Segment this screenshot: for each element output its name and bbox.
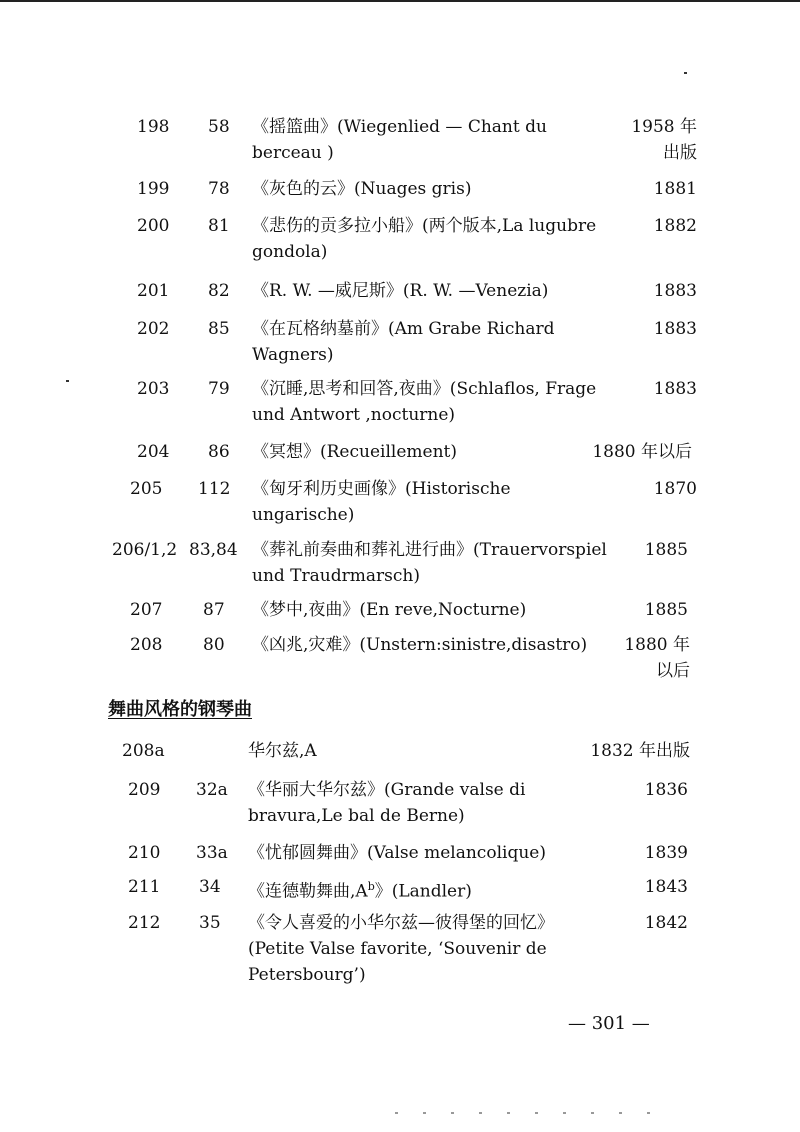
- work-year: 1870: [653, 479, 697, 499]
- work-title: 《华丽大华尔兹》(Grande valse di bravura,Le bal de Berne): [248, 780, 526, 826]
- scan-bottom-marks: [395, 1112, 675, 1114]
- work-title: 《沉睡,思考和回答,夜曲》(Schlaflos, Frage und Antwort ,nocturne): [252, 379, 597, 425]
- work-title: 《在瓦格纳墓前》(Am Grabe Richard Wagners): [252, 319, 555, 365]
- work-year: 1885: [644, 600, 688, 620]
- page-top-rule: [0, 0, 800, 2]
- reference-number: 82: [208, 281, 230, 301]
- work-year: 1885: [644, 540, 688, 560]
- work-title: 《令人喜爱的小华尔兹—彼得堡的回忆》(Petite Valse favorite, ‘Souvenir de Petersbourg’): [248, 913, 554, 985]
- work-title: 《R. W. —威尼斯》(R. W. —Venezia): [252, 281, 549, 301]
- reference-number: 86: [208, 442, 230, 462]
- reference-number: 87: [203, 600, 225, 620]
- catalog-number: 205: [130, 479, 163, 499]
- flat-superscript: b: [367, 880, 375, 893]
- work-title: 《梦中,夜曲》(En reve,Nocturne): [252, 600, 527, 620]
- work-title: 《冥想》(Recueillement): [252, 442, 457, 462]
- reference-number: 32a: [196, 780, 228, 800]
- work-year: 1883: [653, 379, 697, 399]
- work-title-end: 》(Landler): [374, 881, 472, 902]
- work-year: 1958 年出版: [631, 117, 697, 163]
- work-title: 《匈牙利历史画像》(Historische ungarische): [252, 479, 511, 525]
- reference-number: 79: [208, 379, 230, 399]
- work-year: 1883: [653, 281, 697, 301]
- catalog-number: 202: [137, 319, 170, 339]
- work-title: 《葬礼前奏曲和葬礼进行曲》(Trauervorspiel und Traudrmarsch): [252, 540, 607, 586]
- work-year: 1880 年以后: [624, 635, 690, 681]
- section-heading: 舞曲风格的钢琴曲: [108, 699, 252, 720]
- catalog-number: 210: [128, 843, 161, 863]
- catalog-number: 199: [137, 179, 170, 199]
- reference-number: 78: [208, 179, 230, 199]
- work-year: 1843: [644, 877, 688, 897]
- reference-number: 34: [199, 877, 221, 897]
- work-title: 《摇篮曲》(Wiegenlied — Chant du berceau ): [252, 117, 547, 163]
- work-year: 1882: [653, 216, 697, 236]
- work-title: 华尔兹,A: [248, 741, 317, 761]
- work-year: 1836: [644, 780, 688, 800]
- catalog-number: 211: [128, 877, 161, 897]
- catalog-number: 198: [137, 117, 170, 137]
- work-title: 《悲伤的贡多拉小船》(两个版本,La lugubre gondola): [252, 216, 597, 262]
- catalog-number: 212: [128, 913, 161, 933]
- scan-speck: [66, 380, 69, 382]
- catalog-number: 204: [137, 442, 170, 462]
- catalog-number: 209: [128, 780, 161, 800]
- reference-number: 33a: [196, 843, 228, 863]
- page-number: — 301 —: [568, 1013, 650, 1034]
- catalog-number: 203: [137, 379, 170, 399]
- work-title: 《忧郁圆舞曲》(Valse melancolique): [248, 843, 546, 863]
- work-year: 1832 年出版: [590, 741, 690, 761]
- catalog-number: 201: [137, 281, 170, 301]
- work-title: 《灰色的云》(Nuages gris): [252, 179, 472, 199]
- reference-number: 83,84: [189, 540, 238, 560]
- work-year: 1839: [644, 843, 688, 863]
- work-year: 1881: [653, 179, 697, 199]
- work-year: 1880 年以后: [592, 442, 692, 462]
- work-year: 1883: [653, 319, 697, 339]
- catalog-number: 207: [130, 600, 163, 620]
- reference-number: 112: [198, 479, 231, 499]
- reference-number: 81: [208, 216, 230, 236]
- work-year: 1842: [644, 913, 688, 933]
- catalog-number: 206/1,2: [112, 540, 178, 560]
- work-title: 《凶兆,灾难》(Unstern:sinistre,disastro): [252, 635, 588, 655]
- scan-speck: [684, 72, 687, 74]
- catalog-number: 200: [137, 216, 170, 236]
- work-title-start: 《连德勒舞曲,A: [248, 881, 368, 902]
- reference-number: 58: [208, 117, 230, 137]
- catalog-number: 208a: [122, 741, 165, 761]
- reference-number: 85: [208, 319, 230, 339]
- reference-number: 35: [199, 913, 221, 933]
- reference-number: 80: [203, 635, 225, 655]
- work-title: [248, 874, 608, 905]
- catalog-number: 208: [130, 635, 163, 655]
